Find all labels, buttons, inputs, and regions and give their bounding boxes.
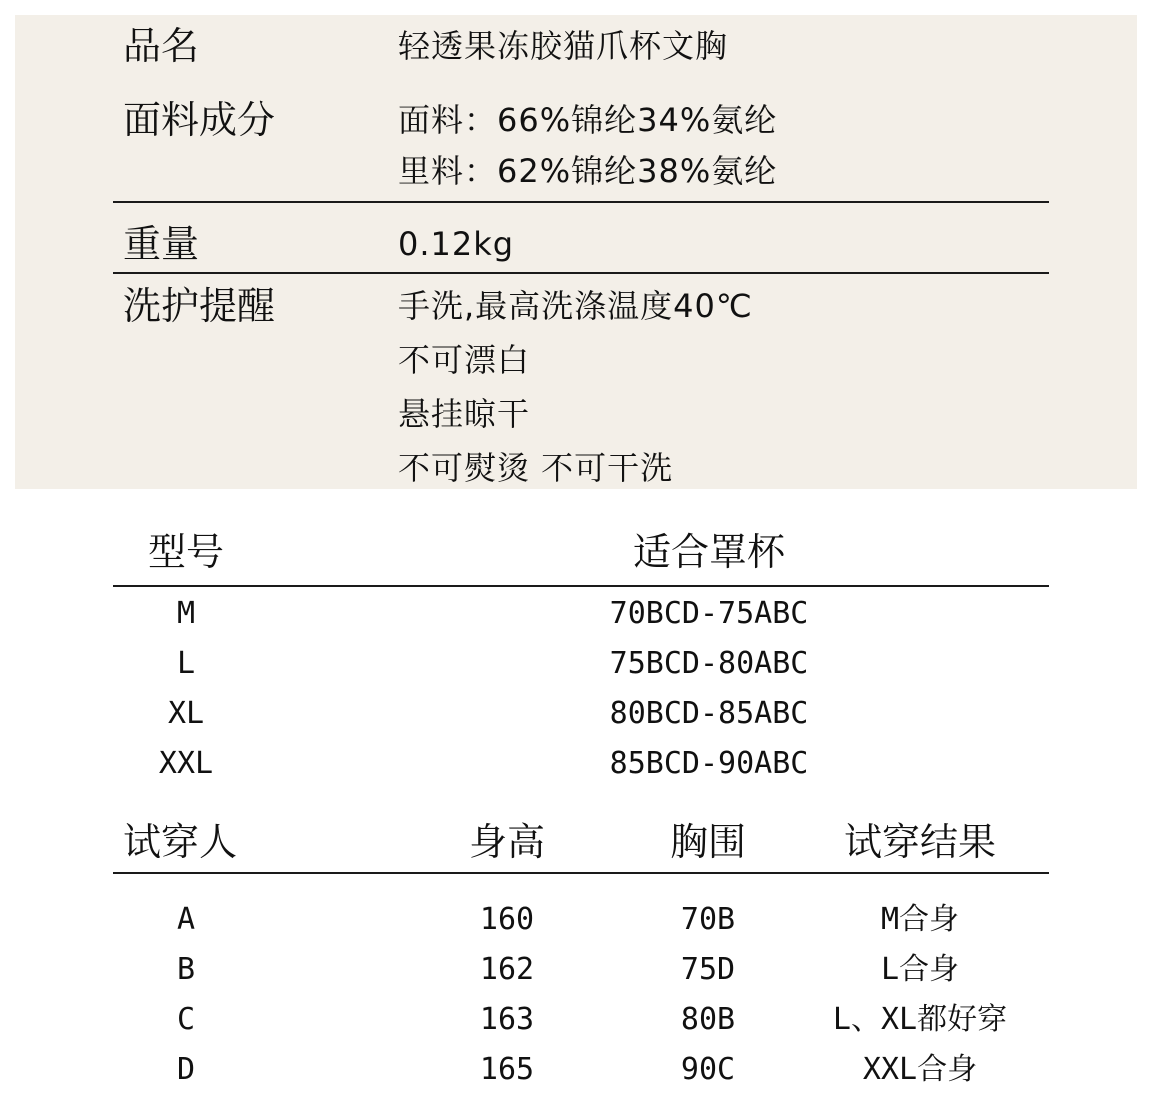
trial-row-tester: D [176, 1052, 196, 1087]
trial-row-result: L、XL都好穿 [832, 1002, 1008, 1037]
value-product-name: 轻透果冻胶猫爪杯文胸 [398, 27, 729, 65]
size-row-model: M [176, 596, 196, 631]
trial-row-height: 162 [479, 952, 535, 987]
trial-row-height: 165 [479, 1052, 535, 1087]
trial-row-result: XXL合身 [862, 1052, 978, 1087]
value-care-dry: 悬挂晾干 [398, 395, 531, 433]
size-row-cup: 75BCD-80ABC [609, 646, 809, 681]
trial-header-tester: 试穿人 [123, 820, 238, 864]
value-care-iron: 不可熨烫 不可干洗 [398, 449, 674, 487]
trial-row-height: 160 [479, 902, 535, 937]
label-product-name: 品名 [123, 24, 200, 68]
trial-row-result: M合身 [880, 902, 960, 937]
trial-header-result: 试穿结果 [843, 820, 997, 864]
value-care-bleach: 不可漂白 [398, 341, 531, 379]
trial-header-height: 身高 [468, 820, 546, 864]
trial-table-divider [113, 872, 1049, 874]
divider [113, 272, 1049, 274]
trial-row-tester: C [176, 1002, 196, 1037]
value-fabric-lining: 里料：62%锦纶38%氨纶 [398, 152, 778, 190]
size-header-model: 型号 [147, 530, 225, 574]
trial-row-bust: 75D [680, 952, 736, 987]
size-header-cup: 适合罩杯 [632, 530, 786, 574]
trial-header-bust: 胸围 [669, 820, 747, 864]
trial-row-bust: 70B [680, 902, 736, 937]
size-table-divider [113, 585, 1049, 587]
trial-row-bust: 80B [680, 1002, 736, 1037]
trial-row-tester: B [176, 952, 196, 987]
value-fabric-outer: 面料：66%锦纶34%氨纶 [398, 101, 778, 139]
divider [113, 201, 1049, 203]
size-row-cup: 80BCD-85ABC [609, 696, 809, 731]
value-weight: 0.12kg [398, 225, 515, 263]
trial-row-height: 163 [479, 1002, 535, 1037]
label-care-instructions: 洗护提醒 [123, 284, 276, 328]
size-row-model: XL [167, 696, 205, 731]
trial-row-tester: A [176, 902, 196, 937]
size-row-cup: 85BCD-90ABC [609, 746, 809, 781]
trial-row-bust: 90C [680, 1052, 736, 1087]
label-fabric-composition: 面料成分 [123, 98, 276, 142]
size-row-model: XXL [158, 746, 214, 781]
size-row-model: L [176, 646, 196, 681]
size-row-cup: 70BCD-75ABC [609, 596, 809, 631]
label-weight: 重量 [123, 222, 200, 266]
trial-row-result: L合身 [880, 952, 960, 987]
value-care-wash: 手洗,最高洗涤温度40℃ [398, 287, 753, 325]
